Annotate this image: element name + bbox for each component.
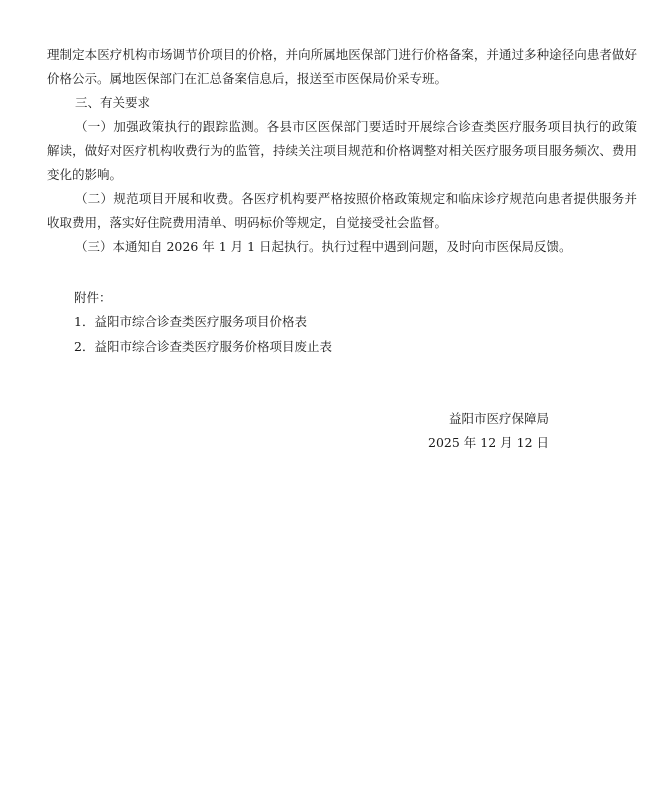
attachments-label: 附件： bbox=[74, 290, 112, 305]
section-heading-requirements: 三、有关要求 bbox=[75, 95, 151, 110]
paragraph-continuation: 理制定本医疗机构市场调节价项目的价格，并向所属地医保部门进行价格备案，并通过多种途径向患者做好价格公示。属地医保部门在汇总备案信息后，报送至市医保局价采专班。 bbox=[47, 47, 637, 86]
attachment-item: 2．益阳市综合诊查类医疗服务价格项目废止表 bbox=[74, 339, 332, 354]
attachment-item: 1．益阳市综合诊查类医疗服务项目价格表 bbox=[74, 314, 307, 329]
issuer-name: 益阳市医疗保障局 bbox=[448, 411, 549, 426]
issue-date: 2025 年 12 月 12 日 bbox=[428, 435, 549, 450]
requirement-item-1: （一）加强政策执行的跟踪监测。各县市区医保部门要适时开展综合诊查类医疗服务项目执行的政策解读，做好对医疗机构收费行为的监管，持续关注项目规范和价格调整对相关医疗服务项目服务频次、费用变化的影响。 bbox=[47, 119, 637, 182]
requirement-item-2: （二）规范项目开展和收费。各医疗机构要严格按照价格政策规定和临床诊疗规范向患者提供服务并收取费用，落实好住院费用清单、明码标价等规定，自觉接受社会监督。 bbox=[47, 191, 637, 230]
requirement-item-3: （三）本通知自 2026 年 1 月 1 日起执行。执行过程中遇到问题，及时向市医保局反馈。 bbox=[75, 239, 572, 254]
